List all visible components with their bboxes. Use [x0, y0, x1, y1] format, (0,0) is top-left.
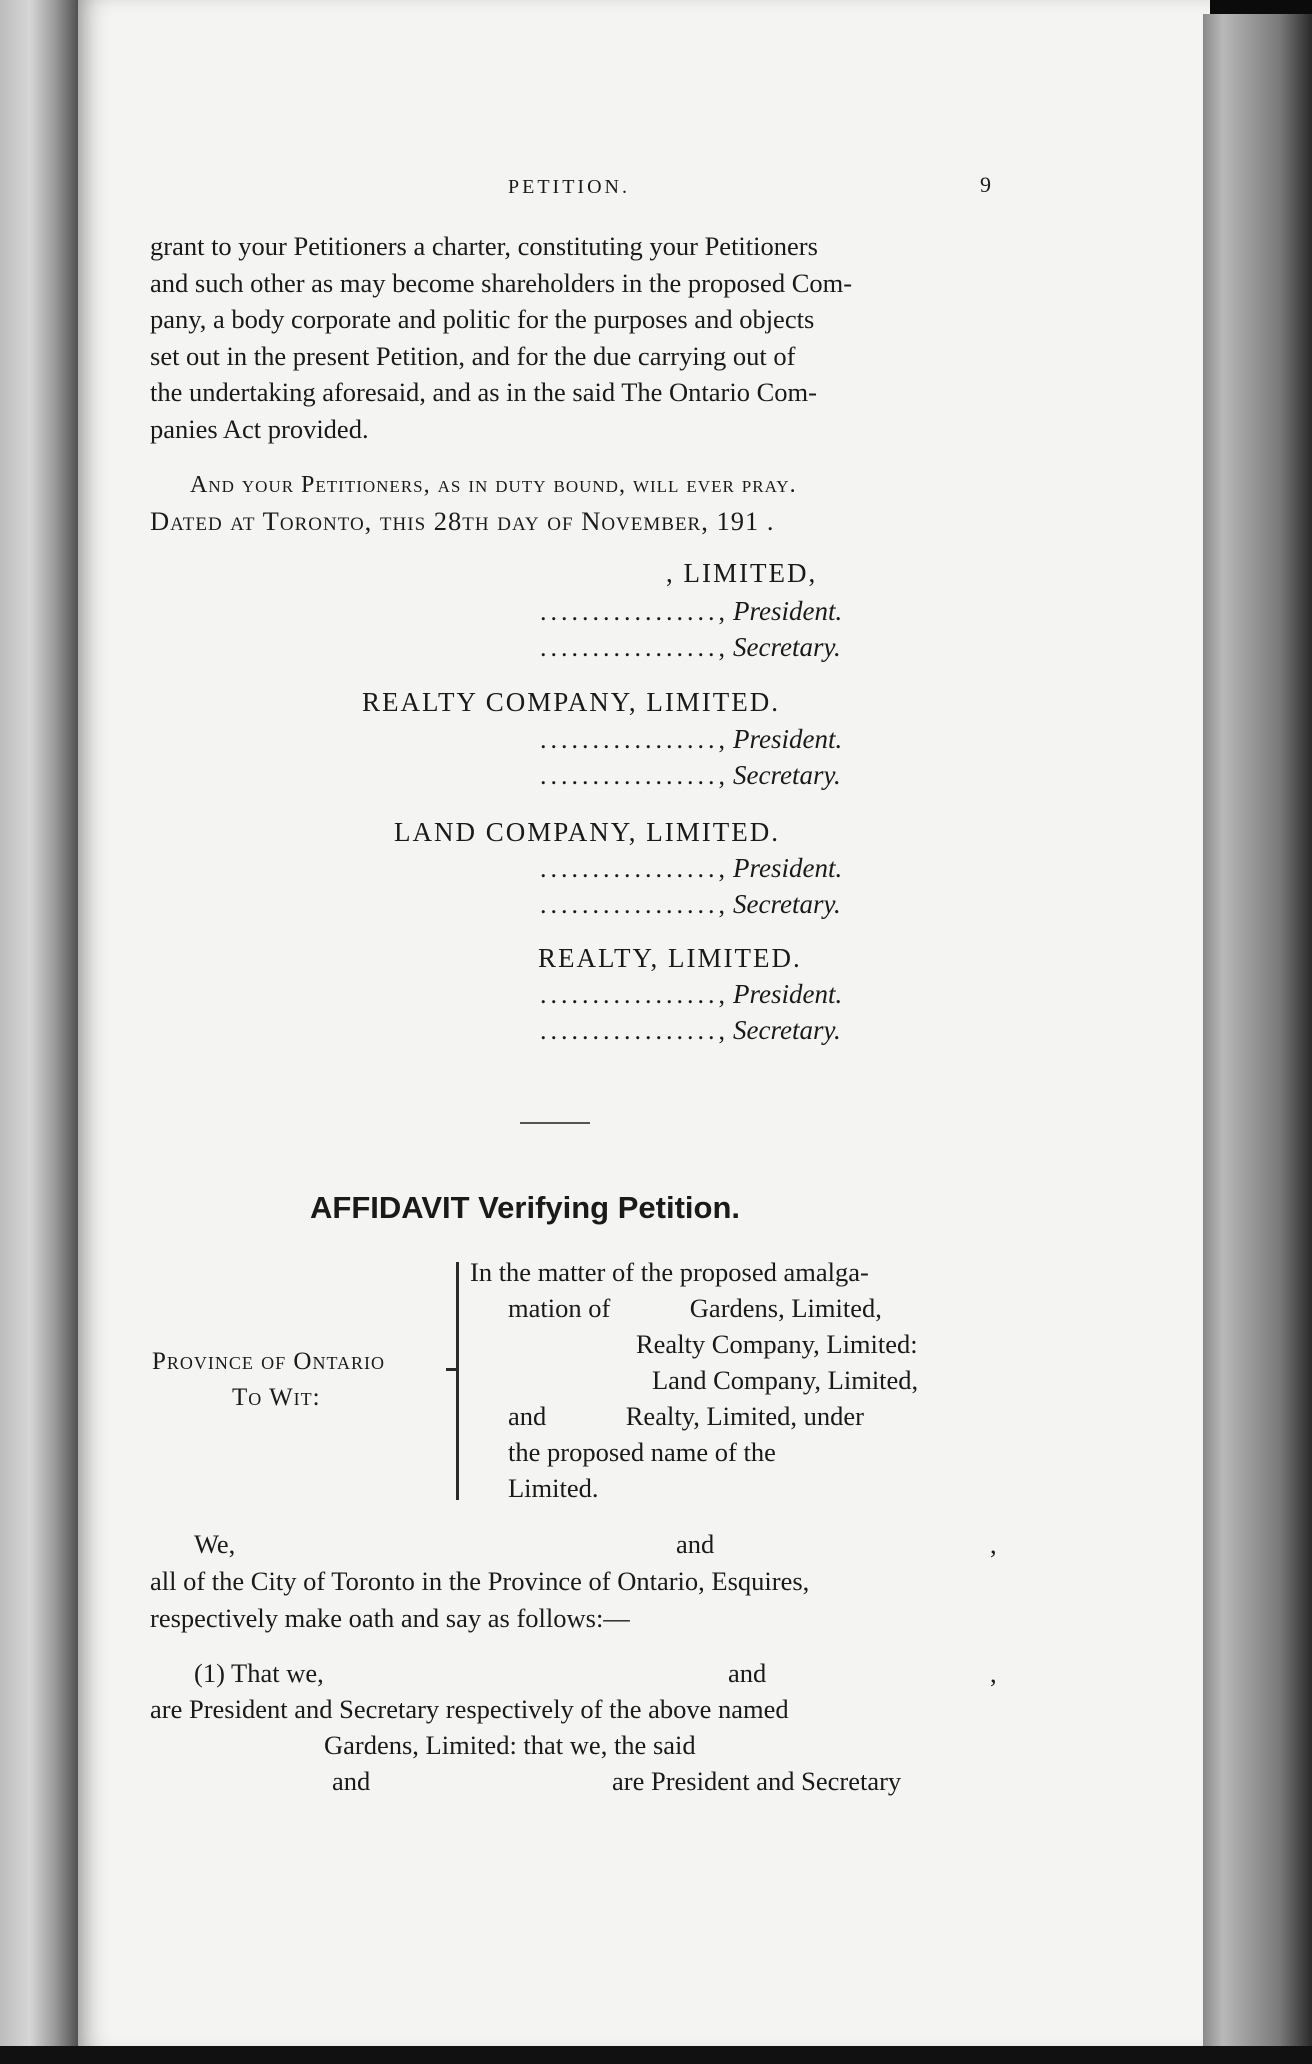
matter-line-6: the proposed name of the	[508, 1437, 776, 1467]
signature-role: President.	[733, 853, 843, 883]
page-number: 9	[980, 172, 991, 197]
signature-role: Secretary.	[733, 760, 841, 790]
signature-row	[540, 889, 841, 920]
petition-line-6: panies Act provided.	[150, 413, 369, 444]
section-divider	[520, 1122, 590, 1124]
signature-row	[540, 760, 841, 791]
book-fore-edge	[1203, 14, 1312, 2054]
signature-row	[540, 596, 842, 627]
para1-line-4-end: are President and Secretary	[612, 1766, 902, 1796]
body-line-3: respectively make oath and say as follows:—	[150, 1603, 630, 1633]
petition-line-5: the undertaking aforesaid, and as in the said The Ontario Com-	[150, 377, 817, 407]
signature-row	[540, 632, 841, 663]
body-we-and: and	[676, 1529, 715, 1559]
running-header: PETITION.	[508, 176, 630, 198]
signature-company-3: LAND COMPANY, LIMITED.	[394, 817, 781, 847]
body-line-2: all of the City of Toronto in the Province of Ontario, Esquires,	[150, 1566, 810, 1596]
petition-line-2: and such other as may become shareholders in the proposed Com-	[150, 267, 853, 298]
petition-line-1: grant to your Petitioners a charter, constituting your Petitioners	[150, 231, 818, 261]
signature-dots: .................,	[540, 890, 729, 919]
para1-line-3: Gardens, Limited: that we, the said	[324, 1730, 696, 1760]
para1-comma: ,	[990, 1658, 997, 1688]
signature-row	[540, 853, 842, 884]
dated-line-text: Dated at Toronto, this 28th day of November, 191 .	[150, 506, 775, 536]
matter-line-5: and Realty, Limited, under	[508, 1401, 864, 1431]
signature-role: President.	[733, 724, 843, 754]
signature-row	[540, 979, 842, 1010]
body-we-comma: ,	[990, 1529, 997, 1559]
matter-line-1: In the matter of the proposed amalga-	[470, 1257, 869, 1287]
matter-line-4: Land Company, Limited,	[652, 1365, 919, 1395]
para1-start: (1) That we,	[194, 1658, 324, 1688]
signature-role: President.	[733, 979, 843, 1009]
signature-dots: .................,	[540, 725, 729, 754]
signature-role: Secretary.	[733, 632, 841, 662]
venue-brace-notch	[446, 1368, 458, 1371]
para1-and: and	[728, 1658, 767, 1688]
signature-row	[540, 724, 842, 755]
venue-province: Province of Ontario	[152, 1348, 386, 1375]
signature-dots: .................,	[540, 597, 729, 626]
bottom-shadow	[0, 2046, 1312, 2064]
signature-dots: .................,	[540, 761, 729, 790]
matter-line-3: Realty Company, Limited:	[636, 1329, 918, 1359]
signature-dots: .................,	[540, 980, 729, 1009]
para1-line-4-and: and	[332, 1766, 371, 1796]
matter-line-7: Limited.	[508, 1473, 599, 1503]
petition-line-3: pany, a body corporate and politic for the purposes and objects	[150, 304, 815, 334]
signature-dots: .................,	[540, 854, 729, 883]
petition-line-4: set out in the present Petition, and for the due carrying out of	[150, 340, 796, 371]
signature-role: President.	[733, 596, 843, 626]
signature-row	[540, 1015, 841, 1046]
signature-role: Secretary.	[733, 889, 841, 919]
signature-company-2: REALTY COMPANY, LIMITED.	[362, 687, 781, 717]
dated-line	[150, 503, 774, 540]
signature-role: Secretary.	[733, 1015, 841, 1045]
matter-line-2: mation of Gardens, Limited,	[508, 1293, 882, 1323]
affidavit-title: AFFIDAVIT Verifying Petition.	[310, 1190, 741, 1225]
signature-company-4: REALTY, LIMITED.	[538, 943, 802, 973]
prayer-line: And your Petitioners, as in duty bound, will ever pray.	[190, 472, 797, 498]
signature-dots: .................,	[540, 1016, 729, 1045]
venue-to-wit: To Wit:	[232, 1384, 321, 1411]
body-we: We,	[194, 1529, 236, 1559]
signature-dots: .................,	[540, 633, 729, 662]
para1-line-2: are President and Secretary respectively of the above named	[150, 1694, 789, 1724]
venue-brace	[456, 1262, 459, 1500]
signature-company-1: , LIMITED,	[666, 558, 818, 588]
